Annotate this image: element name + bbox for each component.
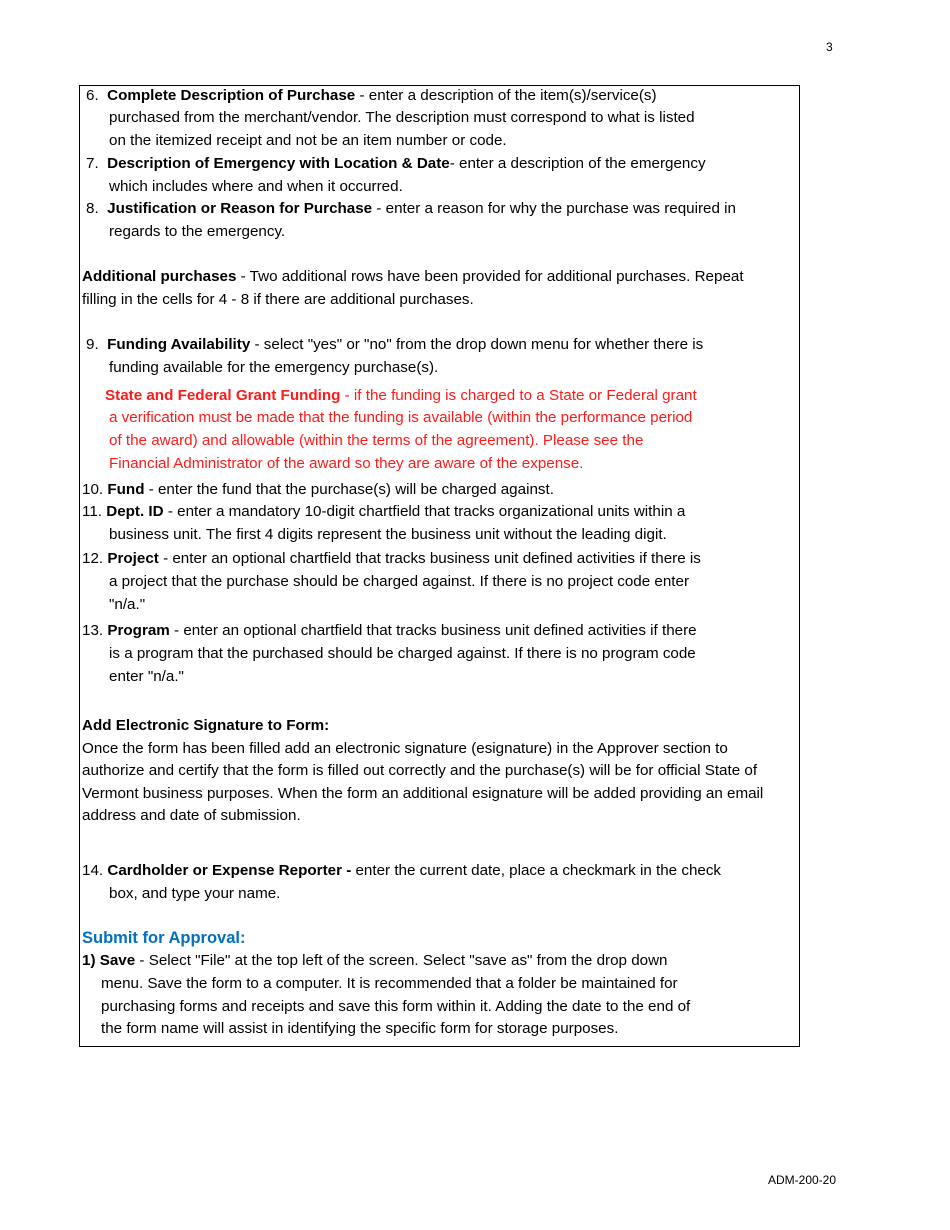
item-title: Funding Availability bbox=[107, 336, 251, 353]
item-8-line-2: regards to the emergency. bbox=[109, 223, 286, 240]
item-text: - enter an optional chartfield that tracks business unit defined activities if there bbox=[169, 622, 697, 639]
item-title: Dept. ID bbox=[106, 503, 164, 520]
item-number: 6. bbox=[86, 87, 99, 104]
item-number: 11. bbox=[82, 503, 102, 520]
section-text: - Two additional rows have been provided for additional purchases. Repeat bbox=[236, 268, 744, 285]
save-line-3: purchasing forms and receipts and save this form within it. Adding the date to the end of bbox=[101, 998, 691, 1015]
save-text: - Select "File" at the top left of the screen. Select "save as" from the drop down bbox=[135, 952, 668, 969]
grant-funding-line-3: of the award) and allowable (within the terms of the agreement). Please see the bbox=[109, 432, 644, 449]
item-number: 12. bbox=[82, 550, 104, 567]
item-number: 9. bbox=[86, 336, 99, 353]
item-title: Fund bbox=[107, 481, 145, 498]
submit-approval-heading: Submit for Approval: bbox=[82, 929, 246, 947]
grant-funding-line-4: Financial Administrator of the award so they are aware of the expense. bbox=[109, 455, 584, 472]
item-text: - enter a mandatory 10-digit chartfield that tracks organizational units within a bbox=[163, 503, 686, 520]
item-number: 8. bbox=[86, 200, 99, 217]
item-number: 13. bbox=[82, 622, 104, 639]
item-text: - enter a reason for why the purchase was required in bbox=[372, 200, 736, 217]
form-code: ADM-200-20 bbox=[768, 1173, 837, 1187]
item-text: - enter the fund that the purchase(s) will be charged against. bbox=[144, 481, 554, 498]
esignature-line-4: address and date of submission. bbox=[82, 807, 301, 824]
item-number: 7. bbox=[86, 155, 99, 172]
save-title: 1) Save bbox=[82, 952, 136, 969]
item-13-line-3: enter "n/a." bbox=[109, 668, 184, 685]
item-number: 14. bbox=[82, 862, 104, 879]
item-text: - enter a description of the emergency bbox=[449, 155, 706, 172]
save-line-1 bbox=[82, 950, 668, 973]
item-14-line-2: box, and type your name. bbox=[109, 885, 281, 902]
esignature-line-3: Vermont business purposes. When the form an additional esignature will be added providing an email bbox=[82, 785, 764, 802]
grant-title: State and Federal Grant Funding bbox=[105, 387, 341, 404]
item-title: Description of Emergency with Location & Date bbox=[107, 155, 450, 172]
esignature-heading: Add Electronic Signature to Form: bbox=[82, 717, 330, 734]
item-11-line-1 bbox=[82, 501, 685, 524]
section-title: Additional purchases bbox=[82, 268, 237, 285]
item-number: 10. bbox=[82, 481, 104, 498]
item-9-line-2: funding available for the emergency purchase(s). bbox=[109, 359, 439, 376]
item-8-line-1 bbox=[86, 198, 736, 221]
item-6-line-3: on the itemized receipt and not be an item number or code. bbox=[109, 132, 507, 149]
item-14-line-1 bbox=[82, 860, 721, 883]
grant-text: - if the funding is charged to a State or Federal grant bbox=[340, 387, 697, 404]
item-title: Project bbox=[107, 550, 159, 567]
item-12-line-2: a project that the purchase should be charged against. If there is no project code enter bbox=[109, 573, 690, 590]
item-title: Justification or Reason for Purchase bbox=[107, 200, 373, 217]
item-title: Complete Description of Purchase bbox=[107, 87, 356, 104]
item-13-line-1 bbox=[82, 620, 697, 643]
item-9-line-1 bbox=[86, 334, 703, 357]
save-line-4: the form name will assist in identifying the specific form for storage purposes. bbox=[101, 1020, 619, 1037]
item-title: Program bbox=[107, 622, 170, 639]
item-13-line-2: is a program that the purchased should be charged against. If there is no program code bbox=[109, 645, 696, 662]
page-number: 3 bbox=[826, 40, 833, 54]
item-11-line-2: business unit. The first 4 digits represent the business unit without the leading digit. bbox=[109, 526, 667, 543]
additional-purchases-line-2: filling in the cells for 4 - 8 if there are additional purchases. bbox=[82, 291, 474, 308]
additional-purchases-line-1 bbox=[82, 266, 744, 289]
esignature-line-1: Once the form has been filled add an electronic signature (esignature) in the Approver section to bbox=[82, 740, 728, 757]
item-10-line-1 bbox=[82, 479, 554, 502]
item-title: Cardholder or Expense Reporter - bbox=[107, 862, 352, 879]
item-text: - select "yes" or "no" from the drop down menu for whether there is bbox=[250, 336, 704, 353]
item-12-line-1 bbox=[82, 548, 701, 571]
item-6-line-1 bbox=[86, 85, 657, 108]
item-text: - enter a description of the item(s)/service(s) bbox=[355, 87, 657, 104]
item-text: enter the current date, place a checkmark in the check bbox=[351, 862, 722, 879]
item-7-line-2: which includes where and when it occurred. bbox=[109, 178, 403, 195]
esignature-line-2: authorize and certify that the form is filled out correctly and the purchase(s) will be for official State of bbox=[82, 762, 758, 779]
save-line-2: menu. Save the form to a computer. It is recommended that a folder be maintained for bbox=[101, 975, 678, 992]
item-12-line-3: "n/a." bbox=[109, 596, 146, 613]
item-text: - enter an optional chartfield that tracks business unit defined activities if there is bbox=[158, 550, 701, 567]
grant-funding-line-2: a verification must be made that the funding is available (within the performance period bbox=[109, 409, 693, 426]
grant-funding-line-1 bbox=[105, 385, 697, 408]
item-6-line-2: purchased from the merchant/vendor. The description must correspond to what is listed bbox=[109, 109, 695, 126]
item-7-line-1 bbox=[86, 153, 706, 176]
